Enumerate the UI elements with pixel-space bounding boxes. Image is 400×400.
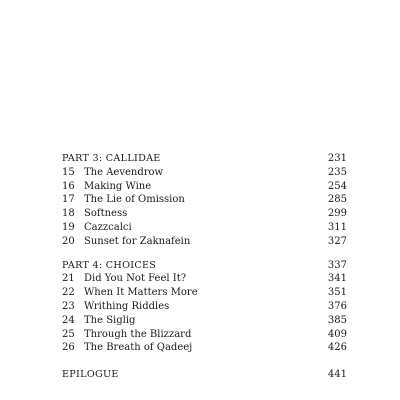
- chapter-page-number: 409: [327, 328, 347, 340]
- chapter-row: [62, 180, 347, 194]
- chapter-number: 18: [62, 208, 75, 220]
- toc-part-4: [62, 259, 347, 356]
- chapter-title: Did You Not Feel It?: [84, 273, 187, 285]
- chapter-row: [62, 166, 347, 180]
- part-page-number: 231: [327, 153, 347, 164]
- chapter-number: 26: [62, 342, 75, 354]
- part-heading-row: [62, 259, 347, 273]
- chapter-page-number: 285: [327, 194, 347, 206]
- chapter-title: The Lie of Omission: [84, 194, 185, 206]
- chapter-title: When It Matters More: [84, 287, 198, 299]
- chapter-title: Writhing Riddles: [84, 300, 170, 312]
- chapter-title: Sunset for Zaknafein: [84, 235, 191, 247]
- part-title: PART 3: CALLIDAE: [62, 153, 161, 164]
- epilogue-page-number: 441: [327, 369, 347, 381]
- toc-part-3: [62, 152, 347, 249]
- chapter-row: [62, 341, 347, 355]
- chapter-title: Through the Blizzard: [84, 328, 192, 340]
- part-heading-row: [62, 152, 347, 166]
- chapter-row: [62, 286, 347, 300]
- chapter-row: [62, 328, 347, 342]
- chapter-number: 22: [62, 287, 75, 299]
- chapter-title: Cazzcalci: [84, 221, 132, 233]
- chapter-row: [62, 221, 347, 235]
- chapter-row: [62, 300, 347, 314]
- chapter-number: 17: [62, 194, 75, 206]
- chapter-page-number: 426: [327, 342, 347, 354]
- chapter-title: Making Wine: [84, 180, 152, 192]
- chapter-page-number: 327: [327, 235, 347, 247]
- chapter-number: 24: [62, 314, 75, 326]
- chapter-row: [62, 235, 347, 249]
- chapter-row: [62, 207, 347, 221]
- chapter-title: The Breath of Qadeej: [84, 342, 193, 354]
- chapter-page-number: 341: [327, 273, 347, 285]
- chapter-number: 23: [62, 300, 75, 312]
- chapter-number: 25: [62, 328, 75, 340]
- chapter-number: 21: [62, 273, 75, 285]
- chapter-row: [62, 314, 347, 328]
- chapter-title: The Siglig: [84, 314, 136, 326]
- chapter-page-number: 311: [327, 221, 347, 233]
- chapter-page-number: 376: [327, 300, 347, 312]
- part-title: PART 4: CHOICES: [62, 259, 157, 271]
- chapter-number: 19: [62, 221, 75, 233]
- epilogue-title: EPILOGUE: [62, 369, 119, 381]
- chapter-page-number: 385: [327, 314, 347, 326]
- chapter-row: [62, 272, 347, 286]
- chapter-number: 20: [62, 235, 75, 247]
- part-page-number: 337: [327, 259, 347, 271]
- chapter-title: Softness: [84, 208, 128, 220]
- chapter-page-number: 299: [327, 208, 347, 220]
- chapter-page-number: 351: [327, 287, 347, 299]
- chapter-number: 16: [62, 180, 75, 192]
- chapter-page-number: 254: [327, 180, 347, 192]
- chapter-title: The Aevendrow: [84, 166, 164, 178]
- table-of-contents: [62, 152, 347, 382]
- epilogue-row: [62, 368, 347, 382]
- chapter-page-number: 235: [327, 166, 347, 178]
- chapter-number: 15: [62, 166, 75, 178]
- chapter-row: [62, 193, 347, 207]
